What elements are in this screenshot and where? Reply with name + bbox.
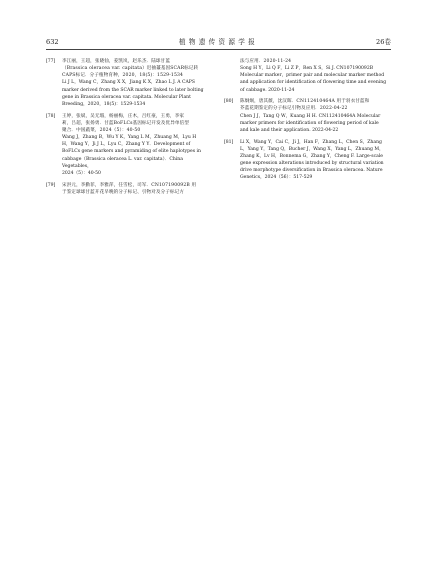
reference-line: Song H Y，Li Q F，Li Z P，Ren X S，Si J. CN107190092B (240, 66, 374, 72)
running-header (46, 37, 391, 50)
reference-77 (46, 58, 213, 108)
reference-line: H，Wang Y，Ji J L，Lyu C，Zhang Y Y．Development of (62, 142, 191, 148)
reference-line: CAPS标记．分子植物育种，2020，18(5)：1529-1534 (62, 73, 184, 79)
reference-line: Zhang K，Lv H，Bonnema G，Zhang Y，Cheng F. Large-scale (240, 153, 383, 159)
reference-line: Li X，Wang Y，Cai C，Ji J，Han F，Zhang L，Chen S，Zhang (240, 139, 382, 145)
reference-81 (224, 139, 391, 182)
reference-line: and kale and their application. 2022-04-22 (240, 127, 339, 133)
reference-line: gene in Brassica oleracea var. capitata. Molecular Plant (62, 94, 191, 100)
reference-line: 于鉴定球球甘蓝开花早晚的分子标记、引物对及分子标记方 (62, 189, 185, 195)
reference-line: Chen J J，Tang Q W，Kuang H H. CN112410464A Molecular (240, 113, 381, 119)
reference-line: 李江丽，王超，张晓仙，姜凯岚，赵乐杰．陆球甘蓝 (62, 59, 171, 64)
reference-line: drive morphotype diversification in Brassica oleracea. Nature (240, 168, 383, 174)
reference-line: 聚合．中国蔬菜，2024（5）：40-50 (62, 127, 141, 133)
reference-line: Li J L，Wang C，Zhang X X，Jiang K X，Zhao L J. A CAPS (62, 80, 195, 86)
reference-line: BoFLCs gene markers and pyramiding of elite haplotypes in (62, 149, 201, 155)
reference-line: gene expression alterations introduced by structural variation (240, 161, 384, 167)
reference-column-left (46, 58, 213, 200)
reference-line: Wang J，Zhang B，Wu Y K，Yang L M，Zhuang M，Lyu H (62, 135, 197, 141)
reference-column-right (224, 58, 391, 186)
reference-line: Breeding，2020，18(5)：1529-1534 (62, 101, 146, 107)
reference-number: [80] (224, 99, 234, 105)
reference-line: 莉，吕超，张扬勇．甘蓝BoFLCs基因标记开发及优异单倍型 (62, 120, 189, 126)
reference-line: Genetics，2024（56）：517-529 (240, 175, 313, 181)
reference-line: 宋洪元，李勤菲，李雅萍，任雪松，司军．CN107190092B 用 (62, 182, 197, 188)
reference-78 (46, 113, 213, 177)
reference-line: cabbage（Brassica oleracea L. var. capitata）．China Vegetables， (62, 156, 183, 169)
reference-line: and application for identification of flowering time and evening (240, 80, 387, 86)
reference-line: 2024（5）：40-50 (62, 170, 101, 176)
reference-line: of cabbage. 2020-11-24 (240, 87, 295, 93)
reference-line: Molecular marker，primer pair and molecular marker method (240, 73, 385, 79)
journal-title: 植物遗传资源学报 (178, 38, 259, 46)
reference-line: 陈炯炯，唐其薇，沈汉晖．CN112410464A 用于羽衣甘蓝和 (240, 99, 370, 105)
reference-number: [78] (46, 113, 56, 119)
reference-number: [79] (46, 182, 56, 188)
reference-line: marker primers for identification of flowering period of kale (240, 120, 379, 126)
reference-79-continued (224, 58, 391, 94)
reference-line: （Brassica oleracea var. capitata）迟抽薹基因SCAR标记转 (62, 66, 199, 72)
reference-line: L，Yang Y，Tang Q，Bucher J，Wang X，Yang L，Zhuang M， (240, 146, 384, 152)
reference-79 (46, 182, 213, 196)
reference-line: 王婷，张斌，吴无瑕，杨丽梅，庄木，吕红豪，王勇，李家 (62, 113, 185, 119)
reference-number: [81] (224, 139, 234, 145)
page-number: 632 (46, 38, 59, 46)
reference-number: [77] (46, 59, 56, 64)
reference-line: marker derived from the SCAR marker linked to later bolting (62, 87, 204, 93)
volume-label: 26卷 (376, 38, 391, 46)
reference-80 (224, 98, 391, 134)
reference-line: 芥蓝花期鉴定的分子标记引物及应用．2022-04-22 (240, 106, 348, 112)
reference-line: 法与应用．2020-11-24 (240, 59, 292, 64)
